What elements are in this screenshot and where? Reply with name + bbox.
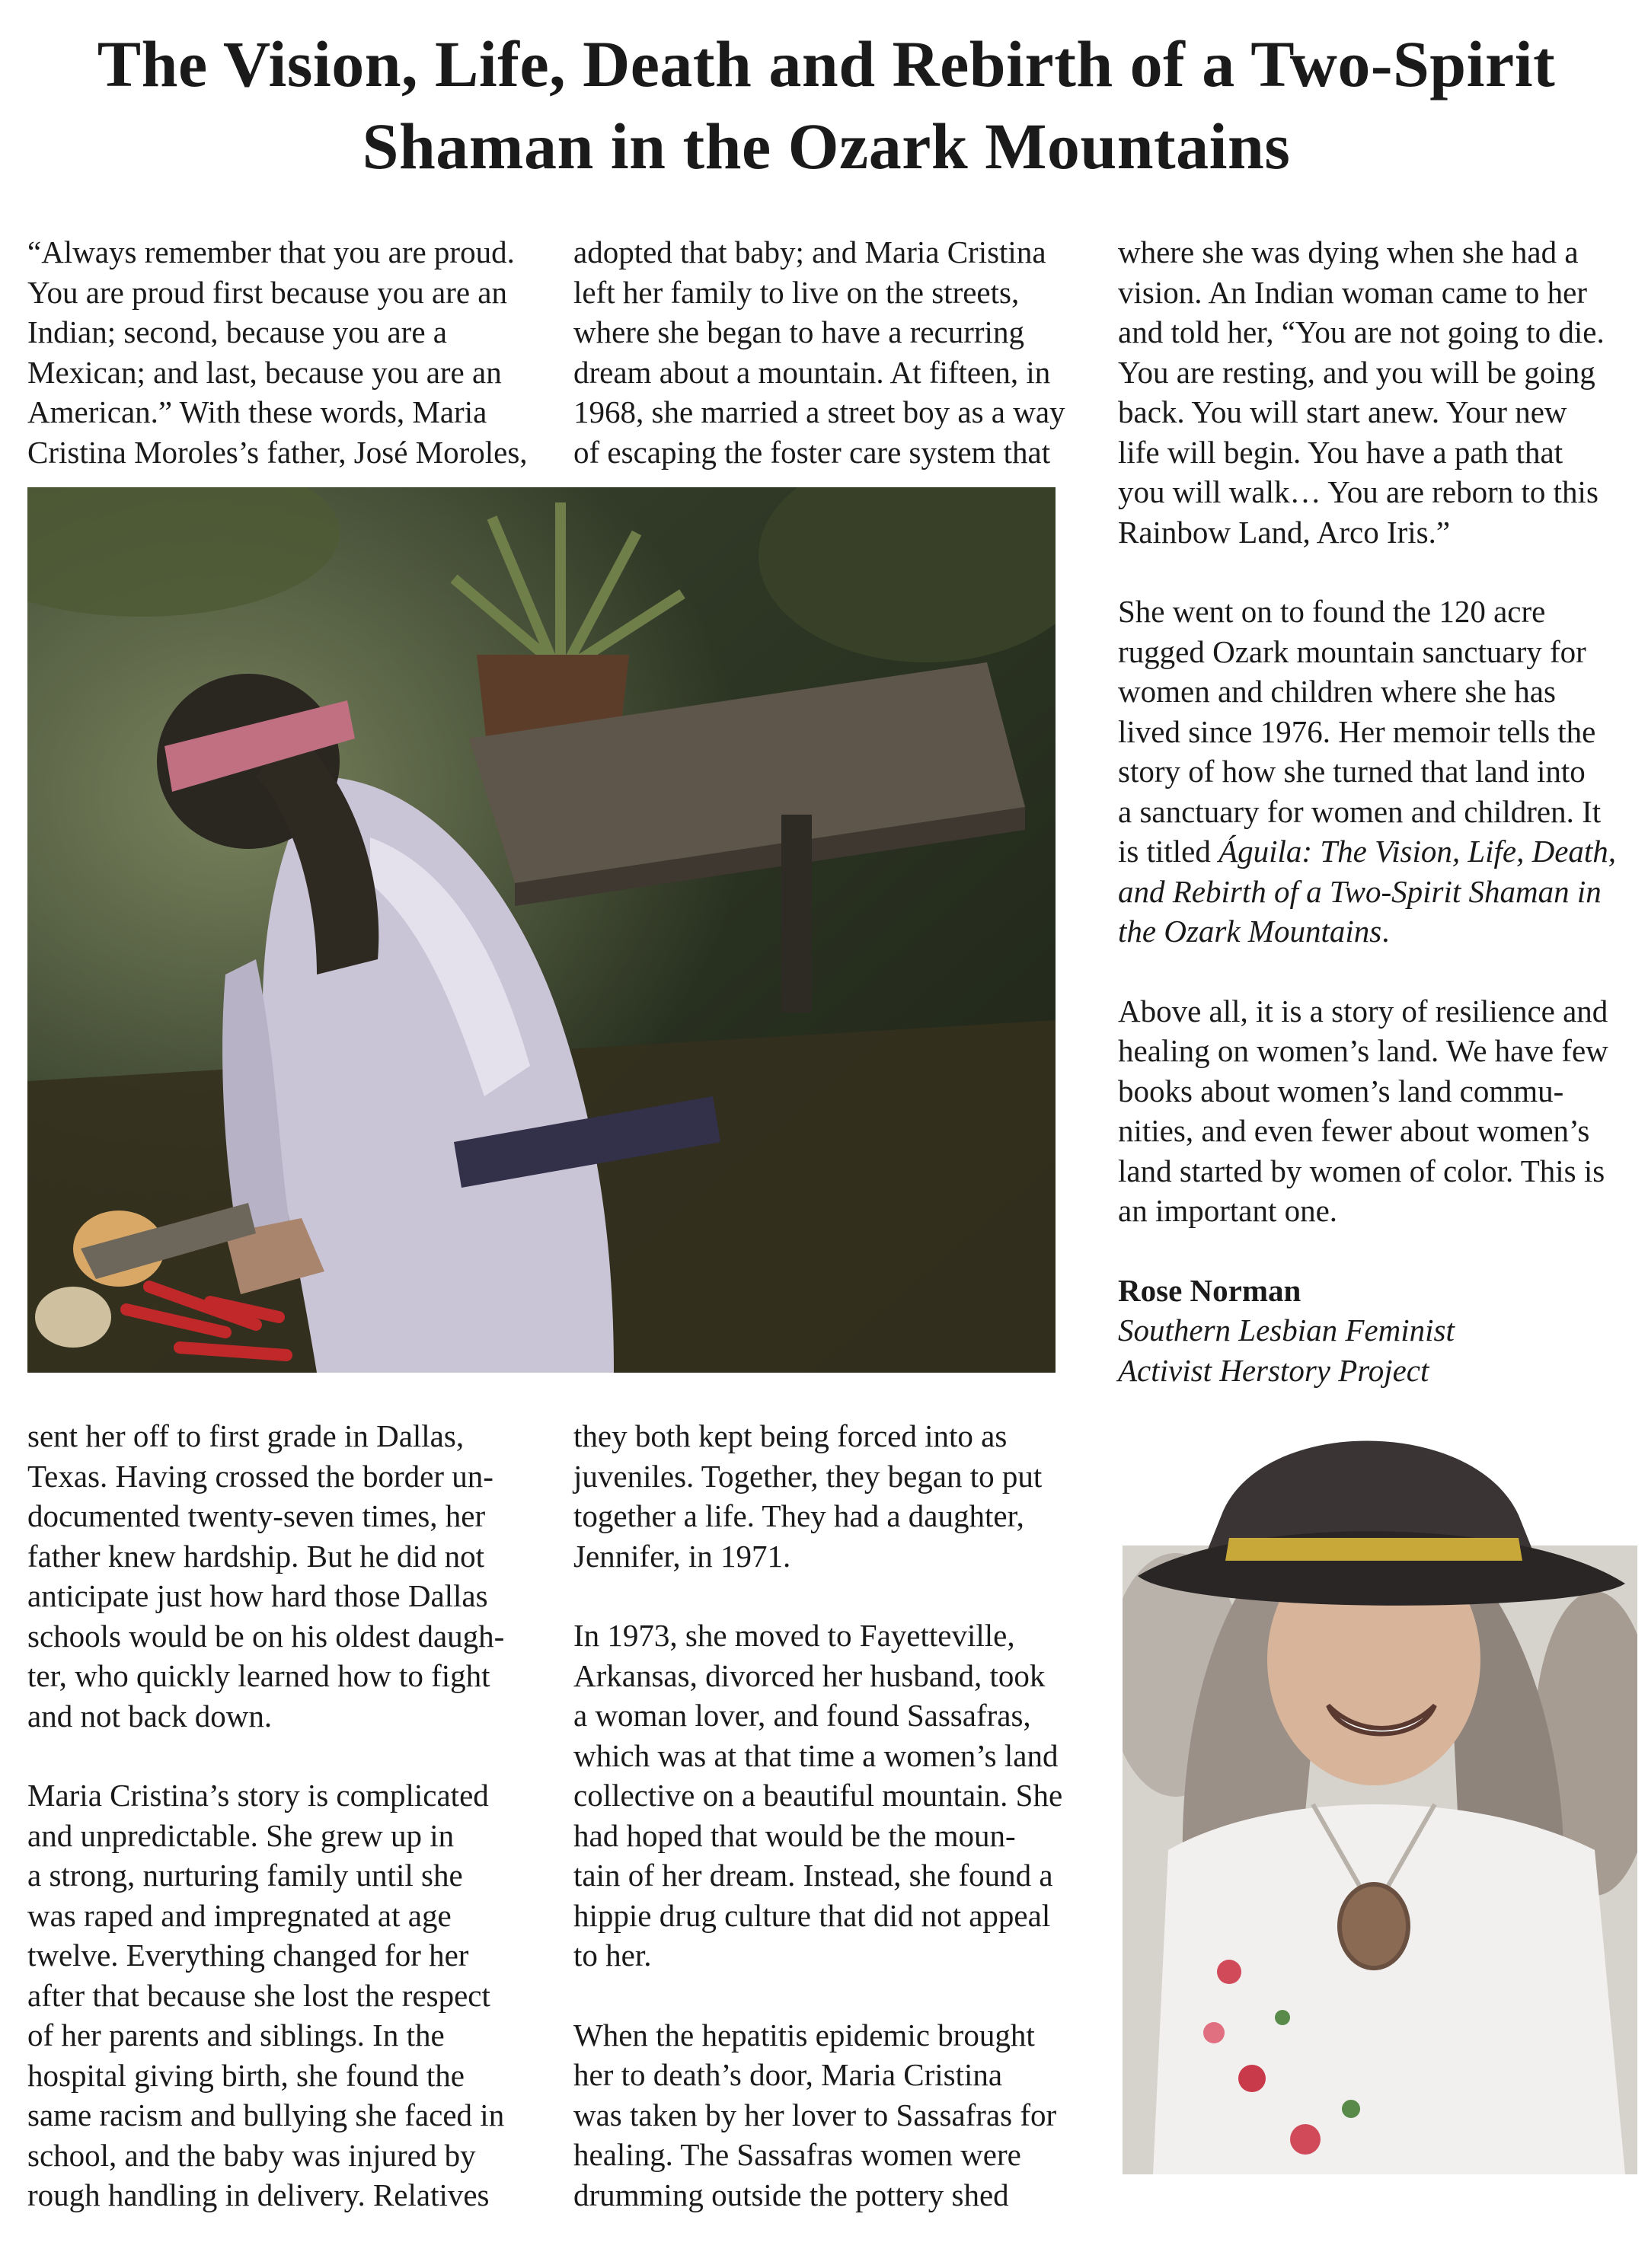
column-2-top <box>573 232 1107 472</box>
byline <box>1118 1271 1636 1391</box>
article-title <box>30 23 1622 187</box>
paragraph: “Always remember that you are proud. You are proud first because you are an Indian; second, because you are a Mexican; and last, because you are an American.” With these words, Maria Cristina Moroles’s father, José Moroles, <box>27 234 528 470</box>
paragraph: they both kept being forced into as juveniles. Together, they began to put together a life. They had a daughter, Jennifer, in 1971. <box>573 1418 1043 1574</box>
author-affiliation: Southern Lesbian Feminist <box>1118 1313 1455 1348</box>
paragraph: When the hepatitis epidemic brought her to death’s door, Maria Cristina was taken by her lover to Sassafras for healing. The Sassafras women were drumming outside the pottery shed <box>573 2017 1057 2212</box>
book-title: and Rebirth of a Two-Spirit Shaman in <box>1118 873 1602 909</box>
title-line-2: Shaman in the Ozark Mountains <box>362 110 1291 183</box>
paragraph: adopted that baby; and Maria Cristina left her family to live on the streets, where she began to have a recurring dream about a mountain. At fifteen, in 1968, she married a street boy as a way of escaping the foster care system that <box>573 234 1065 470</box>
column-3 <box>1118 232 1636 1390</box>
photo-woman-kneeling <box>27 487 1056 1373</box>
paragraph: In 1973, she moved to Fayetteville, Arkansas, divorced her husband, took a woman lover, and found Sassafras, which was at that time a women’s land collective on a beautiful mountain. She had hoped that would be the moun- tain of her dream. Instead, she found a hippie drug culture that did not appeal to her. <box>573 1618 1063 1973</box>
photo-woman-in-hat <box>1123 1424 1637 2174</box>
book-title: the Ozark Mountains <box>1118 914 1382 949</box>
paragraph: Maria Cristina’s story is complicated and unpredictable. She grew up in a strong, nurturing family until she was raped and impregnated at age twelve. Everything changed for her after that because she lost the respect of her parents and siblings. In the hospital giving birth, she found the same racism and bullying she faced in school, and the baby was injured by rough handling in delivery. Relatives <box>27 1778 505 2212</box>
column-1-bottom <box>27 1416 561 2215</box>
author-name: Rose Norman <box>1118 1272 1301 1308</box>
paragraph: where she was dying when she had a vision. An Indian woman came to her and told her, “You are not going to die. You are resting, and you will be going back. You will start anew. Your new life will begin. You have a path that you will walk… You are reborn to this Rainbow Land, Arco Iris.” <box>1118 234 1605 550</box>
title-line-1: The Vision, Life, Death and Rebirth of a Two-Spirit <box>97 27 1556 100</box>
paragraph: sent her off to first grade in Dallas, Texas. Having crossed the border un- documented twenty-seven times, her father knew hardship. But he did not anticipate just how hard those Dallas schools would be on his oldest daugh- ter, who quickly learned how to fight and not back down. <box>27 1418 505 1734</box>
book-title: Águila: The Vision, Life, Death, <box>1218 834 1617 869</box>
column-1-top <box>27 232 561 472</box>
author-affiliation: Activist Herstory Project <box>1118 1352 1429 1388</box>
paragraph: Above all, it is a story of resilience and healing on women’s land. We have few books about women’s land commu- nities, and even fewer about women’s land started by women of color. This is an important one. <box>1118 993 1608 1228</box>
paragraph: She went on to found the 120 acre rugged Ozark mountain sanctuary for women and children where she has lived since 1976. Her memoir tells the story of how she turned that land into a sanctuary for women and children. It is titled Águila: The Vision, Life, Death, and Rebirth of a Two-Spirit Shaman in the Ozark Mountains. <box>1118 594 1617 949</box>
column-2-bottom <box>573 1416 1107 2215</box>
